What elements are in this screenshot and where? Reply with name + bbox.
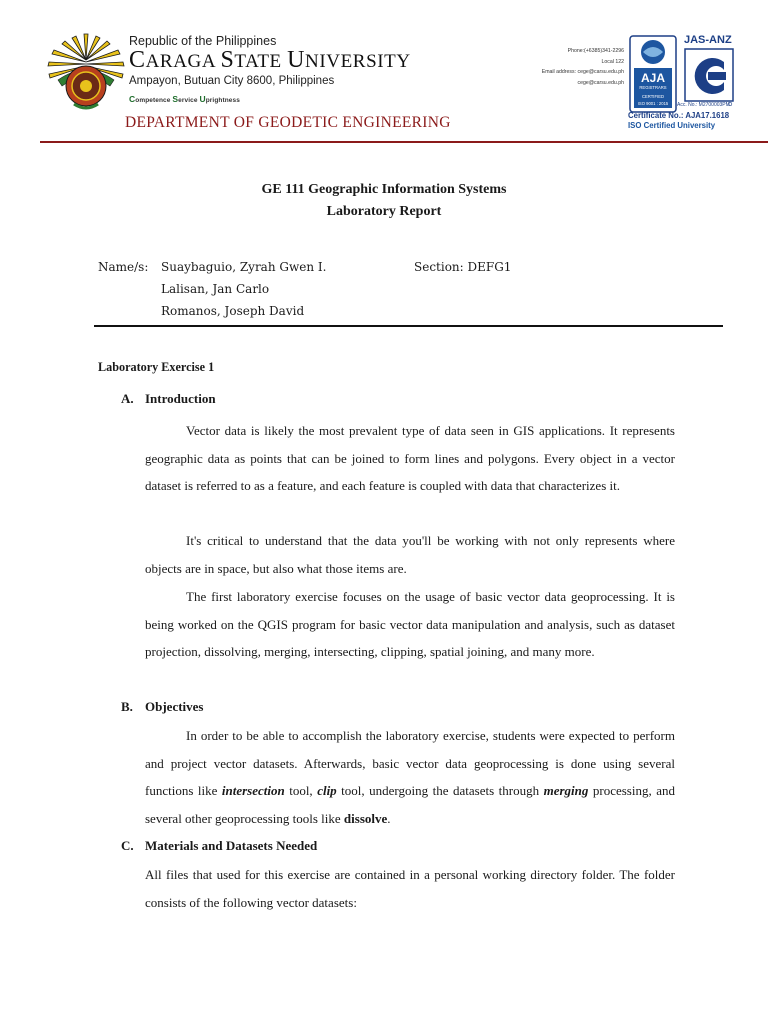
names-divider — [94, 325, 723, 327]
contact-phone: Phone:(+6385)341-2296 — [567, 48, 624, 54]
section-label: Section: DEFG1 — [414, 260, 512, 274]
aja-registrars-text: REGISTRARS — [639, 85, 667, 90]
student-name: Suaybaguio, Zyrah Gwen I. — [161, 260, 327, 274]
university-name: CARAGA STATE UNIVERSITY — [129, 47, 411, 73]
materials-heading: C. Materials and Datasets Needed — [121, 838, 318, 853]
department-name: DEPARTMENT OF GEODETIC ENGINEERING — [125, 114, 451, 131]
lab-exercise-heading: Laboratory Exercise 1 — [98, 360, 215, 374]
intro-paragraph-3: The first laboratory exercise focuses on the usage of basic vector data geoprocessing. It is being worked on the QGIS program for basic vector data manipulation and analysis, such as dataset projection, dissolving, merging, intersecting, clipping, spatial joining, and many more. — [145, 589, 675, 660]
aja-certified-text: CERTIFIED — [641, 94, 665, 99]
report-subtitle: Laboratory Report — [326, 204, 442, 219]
contact-email-2: cege@carsu.edu.ph — [577, 79, 624, 86]
university-seal-logo — [44, 30, 128, 114]
aja-text: AJA — [640, 71, 666, 85]
names-list — [161, 256, 326, 322]
republic-text: Republic of the Philippines — [129, 34, 277, 48]
contact-email: Email address: cege@carsu.edu.ph — [541, 69, 624, 75]
report-title: GE 111 Geographic Information Systems — [261, 182, 507, 197]
names-label: Name/s: — [98, 260, 149, 274]
certificate-block — [628, 111, 729, 131]
student-name: Lalisan, Jan Carlo — [161, 282, 270, 296]
iso-certified-text: ISO Certified University — [628, 121, 716, 130]
university-address: Ampayon, Butuan City 8600, Philippines — [129, 75, 335, 87]
introduction-heading: A. Introduction — [121, 391, 216, 406]
materials-paragraph: All files that used for this exercise are contained in a personal working directory folder. The folder consists of the following vector datasets: — [145, 867, 675, 910]
intro-paragraph-1: Vector data is likely the most prevalent type of data seen in GIS applications. It represents geographic data as points that can be joined to form lines and polygons. Every object in a vector dataset is referred to as a feature, and each feature is coupled with data that characterizes it. — [145, 423, 675, 494]
university-motto: Competence Service Uprightness — [129, 94, 240, 104]
objectives-paragraph: In order to be able to accomplish the laboratory exercise, students were expected to perform and project vector datasets. Afterwards, basic vector data geoprocessing is done using several functions like intersection tool, clip tool, undergoing the datasets through merging processing, and several other geoprocessing tools like dissolve. — [145, 728, 675, 826]
jasanz-label: JAS-ANZ — [684, 34, 732, 46]
contact-local: Local 122 — [601, 58, 624, 65]
aja-iso-text: ISO 9001 : 2015 — [637, 101, 669, 106]
accreditation-number: Acc. No.: M2700003PM — [677, 102, 730, 108]
objectives-heading: B. Objectives — [121, 699, 204, 714]
jasanz-logo — [684, 48, 734, 106]
aja-certification-badge — [628, 34, 678, 122]
student-name: Romanos, Joseph David — [161, 304, 305, 318]
university-name-block — [129, 34, 529, 104]
header-rule — [40, 141, 768, 143]
contact-info — [538, 46, 624, 88]
intro-paragraph-2: It's critical to understand that the data you'll be working with not only represents where objects are in space, but also what those items are. — [145, 533, 675, 576]
certificate-number: Certificate No.: AJA17.1618 — [628, 111, 730, 120]
